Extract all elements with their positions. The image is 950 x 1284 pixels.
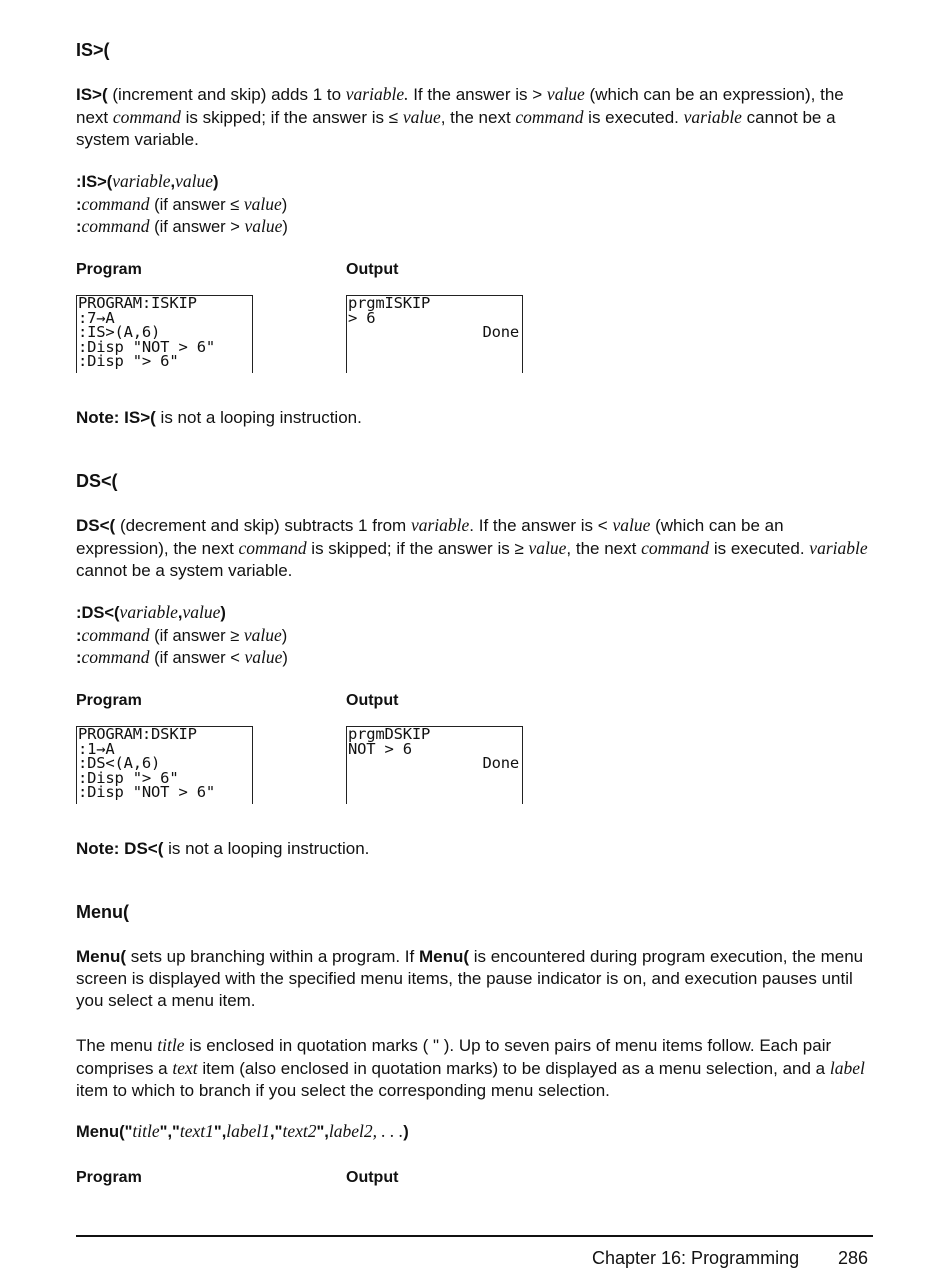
program-line: :IS>(A,6) [78,323,161,342]
program-line: :7→A [78,308,115,327]
output-line: NOT > 6 [348,739,412,758]
program-line: PROGRAM:DSKIP [78,726,197,743]
syntax-line: :command (if answer > value) [76,216,288,236]
program-screen-ds-skip [76,726,253,804]
syntax-line: :command (if answer ≥ value) [76,624,288,645]
syntax-line: :IS>(variable,value) [76,171,219,191]
syntax-line: :DS<(variable,value) [76,602,226,622]
program-line: :DS<(A,6) [78,754,161,773]
footer-chapter: Chapter 16: Programming [592,1248,800,1268]
menu-paragraph-1: Menu( sets up branching within a program. If Menu( is encountered during program execution, the menu screen is displayed with the specified menu items, the pause indicator is on, and execution pauses until you select a menu item. [76,947,864,1010]
output-label: Output [346,692,399,709]
program-line: :Disp "> 6" [78,768,179,787]
output-label: Output [346,261,399,278]
is-skip-syntax [76,171,288,239]
is-skip-description: IS>( (increment and skip) adds 1 to variable. If the answer is > value (which can be an expression), the next command is skipped; if the answer is ≤ value, the next command is executed. variable cannot be a system variable. [76,84,844,149]
footer-page-number: 286 [838,1248,869,1268]
program-line: :Disp "NOT > 6" [78,337,215,356]
output-label: Output [346,1169,399,1186]
program-line: PROGRAM:ISKIP [78,295,197,312]
output-line: prgmISKIP [348,295,431,312]
is-skip-note: Note: IS>( is not a looping instruction. [76,408,362,427]
output-line: > 6 [348,308,376,327]
syntax-line: :command (if answer < value) [76,647,288,667]
program-label: Program [76,692,142,709]
ds-skip-description: DS<( (decrement and skip) subtracts 1 from variable. If the answer is < value (which can be an expression), the next command is skipped; if the answer is ≥ value, the next command is executed. variable cannot be a system variable. [76,515,868,580]
program-line: :1→A [78,739,115,758]
output-line: prgmDSKIP [348,726,431,743]
program-line: :Disp "NOT > 6" [78,783,215,802]
program-label: Program [76,261,142,278]
ds-skip-note: Note: DS<( is not a looping instruction. [76,839,370,858]
program-screen-is-skip [76,295,253,373]
section-heading-ds-skip: DS<( [76,471,118,491]
output-done: Done [482,754,519,773]
output-done: Done [482,323,519,342]
output-screen-ds-skip [346,726,523,804]
program-label: Program [76,1169,142,1186]
section-heading-is-skip: IS>( [76,40,110,60]
output-screen-is-skip [346,295,523,373]
menu-syntax: Menu("title","text1",label1,"text2",label2, . . .) [76,1121,409,1141]
ds-skip-syntax [76,602,288,670]
section-heading-menu: Menu( [76,902,129,922]
program-line: :Disp "> 6" [78,352,179,371]
menu-paragraph-2: The menu title is enclosed in quotation marks ( " ). Up to seven pairs of menu items follow. Each pair comprises a text item (also enclosed in quotation marks) to be displayed as a menu selection, and a label item to which to branch if you select the corresponding menu selection. [76,1035,865,1100]
footer-rule [76,1235,873,1237]
syntax-line: :command (if answer ≤ value) [76,193,288,214]
